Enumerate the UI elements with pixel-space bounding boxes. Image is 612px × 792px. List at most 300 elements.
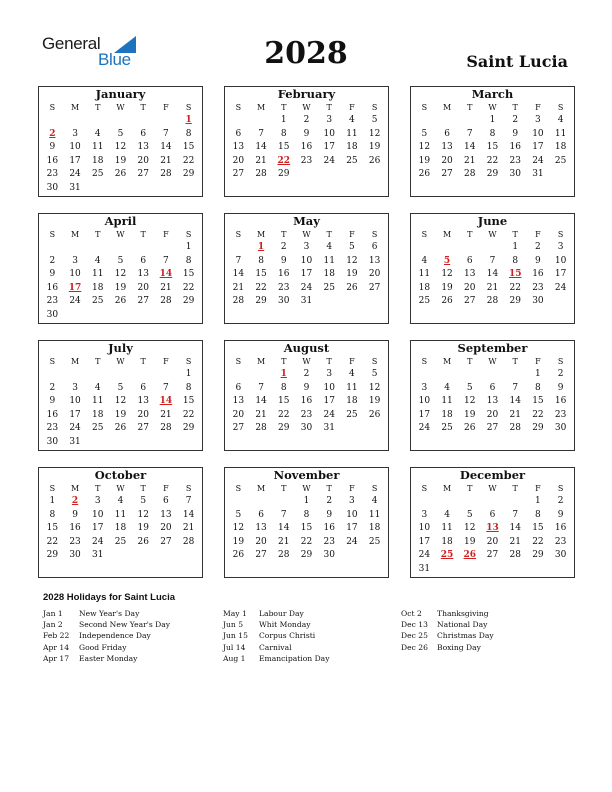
day-cell: 30 — [554, 423, 567, 434]
weekday-label: S — [421, 230, 428, 239]
weekday-label: T — [281, 357, 287, 366]
month-july — [38, 340, 203, 451]
weekday-label: M — [256, 103, 266, 112]
day-cell: 8 — [185, 128, 192, 139]
day-cell: 1 — [512, 242, 519, 252]
day-cell: 14 — [464, 142, 476, 153]
day-cell: 4 — [94, 255, 101, 266]
day-cell: 10 — [69, 396, 81, 407]
weekday-label: S — [557, 230, 564, 239]
day-cell: 21 — [464, 155, 476, 166]
day-cell: 2 — [512, 115, 519, 125]
day-grid — [225, 241, 388, 309]
weekday-label: S — [49, 103, 56, 112]
empty-day-cell — [41, 241, 64, 255]
holiday-list-item — [43, 642, 170, 653]
weekday-label: T — [281, 103, 287, 112]
day-cell: 1 — [303, 496, 310, 506]
day-cell: 22 — [46, 536, 59, 547]
day-cell: 7 — [466, 128, 473, 139]
day-cell: 20 — [464, 282, 476, 293]
day-cell: 17 — [418, 409, 431, 420]
day-grid — [225, 114, 388, 182]
day-cell: 17 — [69, 155, 81, 166]
day-cell: 20 — [137, 155, 149, 166]
day-cell: 28 — [232, 296, 245, 307]
month-name: August — [283, 341, 330, 355]
holiday-date: May 1 — [223, 609, 247, 618]
day-cell: 27 — [255, 550, 267, 561]
day-cell: 20 — [486, 536, 499, 547]
day-cell: 14 — [160, 142, 172, 153]
day-cell: 29 — [509, 296, 521, 307]
empty-day-cell — [413, 368, 436, 382]
day-cell: 27 — [137, 296, 149, 307]
month-name: April — [104, 214, 137, 228]
day-cell: 22 — [182, 282, 195, 293]
holiday-day-cell: 25 — [440, 550, 454, 561]
weekday-label: F — [535, 484, 541, 493]
holiday-list-item — [223, 642, 330, 653]
day-cell: 2 — [49, 255, 56, 266]
day-cell: 4 — [421, 255, 428, 266]
holiday-date: Jun 5 — [223, 620, 244, 630]
day-cell: 6 — [258, 509, 264, 520]
weekday-label: T — [467, 103, 473, 112]
day-cell: 14 — [486, 269, 499, 280]
day-cell: 2 — [557, 369, 564, 379]
day-cell: 22 — [182, 409, 195, 420]
day-cell: 13 — [232, 396, 245, 407]
day-cell: 3 — [94, 496, 101, 506]
day-cell: 13 — [160, 509, 172, 520]
day-cell: 21 — [232, 282, 245, 293]
country-name: Saint Lucia — [466, 52, 568, 71]
day-cell: 16 — [46, 282, 59, 293]
day-cell: 6 — [140, 255, 147, 266]
weekday-label: S — [185, 484, 192, 493]
day-cell: 17 — [323, 396, 335, 407]
day-cell: 26 — [418, 169, 431, 180]
day-cell: 28 — [160, 169, 172, 180]
weekday-label: M — [256, 357, 266, 366]
day-cell: 29 — [300, 550, 313, 561]
day-cell: 16 — [46, 155, 59, 166]
empty-day-cell — [250, 368, 273, 382]
day-cell: 16 — [532, 269, 544, 280]
holiday-list-item — [43, 608, 170, 619]
day-cell: 10 — [418, 396, 431, 407]
day-cell: 5 — [117, 382, 124, 393]
day-cell: 11 — [114, 509, 127, 520]
weekday-label: W — [116, 230, 125, 239]
empty-day-cell — [481, 368, 504, 382]
weekday-label: T — [140, 103, 146, 112]
empty-day-cell — [481, 241, 504, 255]
day-cell: 18 — [323, 269, 335, 280]
weekday-label: T — [467, 357, 473, 366]
holiday-day-cell: 5 — [443, 255, 451, 266]
weekday-label: T — [512, 484, 518, 493]
holiday-day-cell: 2 — [71, 496, 79, 506]
empty-day-cell — [64, 114, 87, 128]
day-cell: 31 — [418, 563, 431, 574]
holiday-day-cell: 22 — [277, 155, 291, 166]
day-cell: 14 — [255, 396, 267, 407]
weekday-label: F — [349, 484, 355, 493]
empty-day-cell — [41, 114, 64, 128]
holiday-name: New Year's Day — [79, 609, 140, 618]
day-cell: 15 — [532, 523, 544, 534]
day-grid — [225, 368, 388, 436]
weekday-label: T — [512, 230, 518, 239]
day-cell: 24 — [300, 282, 313, 293]
day-cell: 6 — [235, 128, 242, 139]
day-cell: 1 — [489, 115, 496, 125]
day-cell: 12 — [114, 142, 127, 153]
empty-day-cell — [458, 241, 481, 255]
day-cell: 3 — [326, 115, 333, 125]
day-cell: 15 — [300, 523, 313, 534]
day-cell: 17 — [92, 523, 104, 534]
day-cell: 25 — [554, 155, 567, 166]
day-cell: 13 — [464, 269, 476, 280]
day-cell: 3 — [557, 242, 564, 252]
day-cell: 23 — [69, 536, 81, 547]
day-cell: 27 — [160, 536, 172, 547]
empty-day-cell — [436, 114, 459, 128]
day-cell: 10 — [300, 255, 313, 266]
empty-day-cell — [413, 241, 436, 255]
day-cell: 24 — [554, 282, 567, 293]
day-cell: 13 — [486, 396, 499, 407]
day-cell: 9 — [512, 128, 519, 139]
weekday-label: W — [488, 103, 497, 112]
day-cell: 4 — [444, 509, 450, 520]
weekday-label: T — [467, 484, 473, 493]
day-cell: 22 — [509, 282, 521, 293]
weekday-label: M — [442, 103, 452, 112]
day-cell: 9 — [280, 255, 287, 266]
day-cell: 3 — [326, 369, 333, 379]
day-cell: 21 — [182, 523, 195, 534]
day-cell: 16 — [46, 409, 59, 420]
empty-day-cell — [504, 495, 527, 509]
holiday-day-cell: 2 — [49, 128, 56, 139]
day-cell: 12 — [114, 396, 127, 407]
day-cell: 5 — [421, 128, 428, 139]
weekday-label: M — [70, 484, 80, 493]
day-cell: 28 — [255, 423, 267, 434]
day-cell: 16 — [509, 142, 521, 153]
day-cell: 14 — [255, 142, 267, 153]
day-cell: 17 — [532, 142, 544, 153]
weekday-header — [411, 102, 574, 114]
day-cell: 27 — [464, 296, 476, 307]
day-cell: 11 — [441, 523, 453, 534]
day-cell: 20 — [255, 536, 267, 547]
holiday-day-cell: 14 — [159, 269, 173, 280]
day-grid — [225, 495, 388, 563]
day-cell: 15 — [182, 142, 195, 153]
holiday-name: Whit Monday — [259, 620, 311, 630]
day-cell: 4 — [94, 382, 101, 393]
weekday-label: F — [535, 103, 541, 112]
day-cell: 7 — [258, 382, 264, 393]
day-cell: 5 — [371, 369, 378, 379]
day-cell: 9 — [557, 382, 564, 393]
day-cell: 20 — [137, 409, 149, 420]
weekday-header — [225, 483, 388, 495]
day-cell: 8 — [489, 128, 496, 139]
day-cell: 16 — [323, 523, 335, 534]
day-cell: 1 — [280, 115, 287, 125]
weekday-label: W — [302, 484, 311, 493]
weekday-label: F — [535, 230, 541, 239]
weekday-label: M — [70, 230, 80, 239]
day-cell: 5 — [466, 382, 473, 393]
day-cell: 3 — [349, 496, 355, 506]
weekday-label: F — [349, 103, 355, 112]
holiday-date: Dec 25 — [401, 631, 428, 641]
day-cell: 7 — [163, 382, 169, 393]
day-cell: 19 — [232, 536, 245, 547]
month-november — [224, 467, 389, 578]
day-cell: 26 — [368, 409, 381, 420]
day-cell: 3 — [303, 242, 310, 252]
empty-day-cell — [458, 495, 481, 509]
weekday-label: S — [371, 484, 378, 493]
weekday-label: S — [371, 230, 378, 239]
weekday-label: F — [349, 230, 355, 239]
weekday-label: M — [442, 484, 452, 493]
day-cell: 7 — [163, 128, 169, 139]
holiday-name: Easter Monday — [79, 653, 138, 663]
holiday-day-cell: 1 — [257, 242, 265, 252]
day-cell: 25 — [346, 155, 358, 166]
day-cell: 20 — [486, 409, 499, 420]
day-cell: 6 — [371, 242, 378, 252]
day-cell: 10 — [92, 509, 104, 520]
day-cell: 15 — [255, 269, 267, 280]
day-cell: 24 — [418, 550, 431, 561]
holiday-name: Christmas Day — [437, 631, 494, 641]
holiday-name: Good Friday — [79, 642, 127, 652]
day-cell: 28 — [160, 296, 172, 307]
day-cell: 5 — [349, 242, 355, 252]
day-cell: 2 — [557, 496, 564, 506]
day-cell: 27 — [232, 423, 245, 434]
weekday-label: M — [442, 230, 452, 239]
day-cell: 16 — [300, 142, 313, 153]
holiday-name: Boxing Day — [437, 642, 481, 652]
weekday-label: F — [349, 357, 355, 366]
weekday-label: T — [326, 357, 332, 366]
day-cell: 7 — [235, 255, 242, 266]
day-cell: 13 — [255, 523, 267, 534]
weekday-label: M — [70, 103, 80, 112]
day-cell: 28 — [278, 550, 290, 561]
holiday-date: Apr 17 — [43, 653, 70, 663]
empty-day-cell — [413, 495, 436, 509]
month-january — [38, 86, 203, 197]
day-cell: 15 — [182, 396, 195, 407]
month-name: May — [293, 214, 320, 228]
day-cell: 29 — [278, 423, 290, 434]
day-cell: 9 — [535, 255, 541, 266]
empty-day-cell — [155, 368, 178, 382]
day-cell: 6 — [489, 382, 496, 393]
day-cell: 30 — [46, 182, 59, 193]
day-cell: 3 — [72, 382, 78, 393]
day-cell: 23 — [278, 282, 290, 293]
day-cell: 9 — [303, 382, 310, 393]
day-cell: 5 — [117, 255, 124, 266]
weekday-label: W — [488, 484, 497, 493]
day-cell: 8 — [258, 255, 264, 266]
day-cell: 6 — [163, 496, 169, 506]
day-cell: 13 — [137, 269, 149, 280]
day-cell: 5 — [466, 509, 473, 520]
holiday-day-cell: 1 — [280, 369, 287, 379]
weekday-label: S — [235, 357, 242, 366]
day-cell: 11 — [92, 269, 104, 280]
day-cell: 23 — [46, 296, 59, 307]
month-name: January — [95, 87, 146, 101]
day-cell: 11 — [323, 255, 335, 266]
day-cell: 23 — [554, 409, 567, 420]
day-grid — [411, 495, 574, 577]
day-cell: 2 — [303, 369, 310, 379]
day-cell: 10 — [69, 142, 81, 153]
weekday-header — [39, 356, 202, 368]
day-cell: 24 — [69, 169, 81, 180]
day-cell: 23 — [46, 169, 59, 180]
day-cell: 1 — [49, 496, 56, 506]
day-cell: 16 — [300, 396, 313, 407]
day-cell: 18 — [346, 396, 358, 407]
day-cell: 30 — [532, 296, 544, 307]
day-cell: 4 — [94, 128, 101, 139]
day-cell: 28 — [160, 423, 172, 434]
day-cell: 15 — [532, 396, 544, 407]
day-cell: 6 — [140, 382, 147, 393]
day-cell: 20 — [137, 282, 149, 293]
day-cell: 12 — [441, 269, 453, 280]
day-cell: 22 — [532, 409, 544, 420]
day-cell: 22 — [255, 282, 267, 293]
day-cell: 30 — [554, 550, 567, 561]
weekday-label: T — [95, 230, 101, 239]
day-cell: 8 — [185, 255, 192, 266]
empty-day-cell — [250, 495, 273, 509]
empty-day-cell — [250, 114, 273, 128]
day-grid — [39, 368, 202, 450]
empty-day-cell — [132, 368, 155, 382]
day-cell: 19 — [464, 536, 476, 547]
holiday-date: Jun 15 — [223, 631, 248, 641]
logo-text-blue: Blue — [98, 50, 131, 69]
day-cell: 15 — [46, 523, 59, 534]
holiday-list-item — [43, 630, 170, 641]
day-cell: 31 — [323, 423, 335, 434]
weekday-label: M — [256, 230, 266, 239]
weekday-label: M — [256, 484, 266, 493]
weekday-label: F — [163, 357, 169, 366]
holiday-date: Aug 1 — [223, 653, 246, 663]
day-cell: 1 — [185, 242, 192, 252]
day-cell: 18 — [346, 142, 358, 153]
day-cell: 13 — [137, 142, 149, 153]
day-cell: 8 — [49, 509, 56, 520]
day-cell: 9 — [303, 128, 310, 139]
weekday-label: T — [95, 103, 101, 112]
weekday-label: F — [535, 357, 541, 366]
day-cell: 12 — [464, 523, 476, 534]
holiday-name: Thanksgiving — [437, 609, 489, 618]
empty-day-cell — [132, 241, 155, 255]
day-cell: 10 — [323, 382, 335, 393]
day-cell: 29 — [486, 169, 499, 180]
day-cell: 16 — [69, 523, 81, 534]
day-cell: 1 — [535, 496, 541, 506]
day-cell: 8 — [303, 509, 310, 520]
day-cell: 10 — [532, 128, 544, 139]
holiday-date: Dec 26 — [401, 642, 428, 652]
day-cell: 29 — [255, 296, 267, 307]
month-name: March — [471, 87, 514, 101]
day-cell: 18 — [92, 409, 104, 420]
day-cell: 13 — [232, 142, 245, 153]
day-cell: 19 — [464, 409, 476, 420]
weekday-label: T — [467, 230, 473, 239]
day-cell: 19 — [114, 409, 127, 420]
month-august — [224, 340, 389, 451]
day-cell: 12 — [232, 523, 245, 534]
day-cell: 29 — [182, 169, 195, 180]
day-cell: 17 — [69, 409, 81, 420]
day-cell: 23 — [46, 423, 59, 434]
day-cell: 10 — [69, 269, 81, 280]
month-june — [410, 213, 575, 324]
day-cell: 24 — [69, 296, 81, 307]
empty-day-cell — [155, 114, 178, 128]
day-cell: 29 — [278, 169, 290, 180]
day-cell: 19 — [441, 282, 453, 293]
empty-day-cell — [64, 241, 87, 255]
holiday-date: Feb 22 — [43, 631, 70, 641]
day-cell: 4 — [371, 496, 378, 506]
day-cell: 17 — [418, 536, 431, 547]
holiday-column — [223, 608, 330, 664]
day-cell: 21 — [486, 282, 499, 293]
day-cell: 30 — [69, 550, 81, 561]
day-cell: 18 — [368, 523, 381, 534]
day-cell: 2 — [280, 242, 287, 252]
weekday-header — [39, 102, 202, 114]
day-cell: 18 — [92, 155, 104, 166]
day-cell: 4 — [557, 115, 564, 125]
day-cell: 26 — [114, 423, 127, 434]
holiday-date: Jan 2 — [43, 620, 63, 630]
day-cell: 23 — [554, 536, 567, 547]
weekday-header — [225, 229, 388, 241]
month-march — [410, 86, 575, 197]
day-cell: 21 — [255, 409, 267, 420]
day-cell: 28 — [255, 169, 267, 180]
day-cell: 31 — [69, 182, 81, 193]
day-cell: 21 — [278, 536, 290, 547]
